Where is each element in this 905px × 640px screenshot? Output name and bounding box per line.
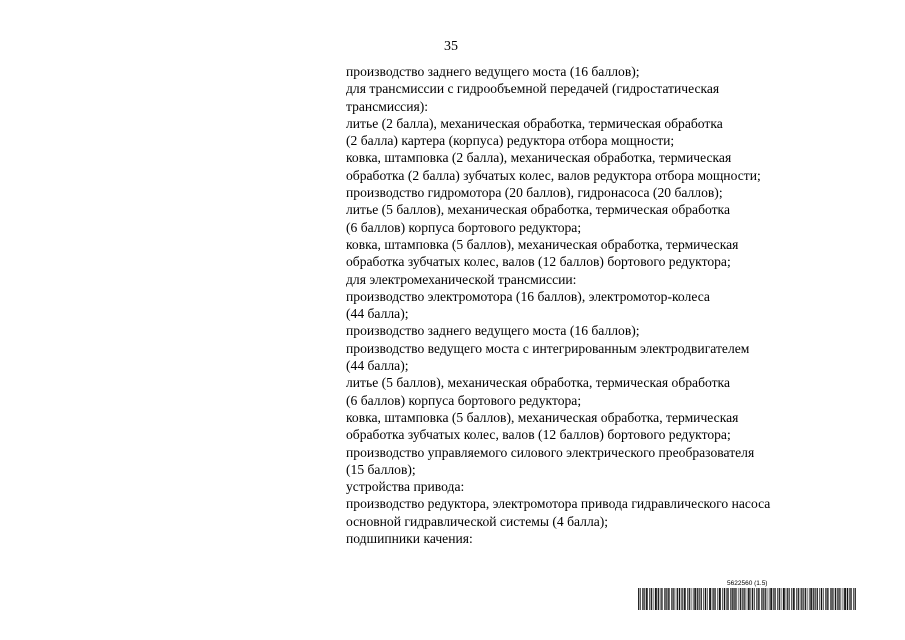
text-line: производство заднего ведущего моста (16 баллов);	[346, 64, 640, 79]
barcode-bar	[841, 588, 842, 610]
barcode-bar	[741, 588, 742, 610]
barcode-bar	[830, 588, 831, 610]
barcode-bar	[781, 588, 782, 610]
barcode-bar	[765, 588, 766, 610]
barcode-bar	[679, 588, 680, 610]
barcode-bar	[701, 588, 702, 610]
barcode	[638, 588, 856, 610]
text-line: ковка, штамповка (2 балла), механическая обработка, термическая	[346, 150, 732, 166]
barcode-bar	[805, 588, 806, 610]
barcode-bar	[769, 588, 770, 610]
barcode-bar	[720, 588, 721, 610]
barcode-bar	[749, 588, 750, 610]
barcode-bar	[794, 588, 795, 610]
barcode-bar	[835, 588, 836, 610]
barcode-bar	[825, 588, 826, 610]
barcode-bar	[736, 588, 737, 610]
barcode-bar	[703, 588, 704, 610]
barcode-bar	[838, 588, 839, 610]
barcode-bar	[740, 588, 741, 610]
barcode-bar	[722, 588, 723, 610]
barcode-bar	[844, 588, 845, 610]
barcode-bar	[773, 588, 774, 610]
barcode-bar	[646, 588, 647, 610]
text-line: обработка зубчатых колес, валов (12 баллов) бортового редуктора;	[346, 427, 731, 443]
text-line: устройства привода:	[346, 479, 465, 495]
barcode-bar	[822, 588, 823, 610]
barcode-bar	[758, 588, 759, 610]
barcode-bar	[665, 588, 666, 610]
barcode-bar	[656, 588, 657, 610]
barcode-bar	[793, 588, 794, 610]
barcode-bar	[720, 588, 721, 610]
barcode-bar	[693, 588, 694, 610]
barcode-bar	[668, 588, 669, 610]
barcode-bar	[772, 588, 773, 610]
barcode-bar	[803, 588, 804, 610]
barcode-bar	[689, 588, 690, 610]
barcode-bar	[715, 588, 716, 610]
barcode-bar	[695, 588, 696, 610]
barcode-bar	[771, 588, 772, 610]
barcode-bar	[656, 588, 657, 610]
barcode-bar	[649, 588, 650, 610]
barcode-bar	[743, 588, 744, 610]
barcode-bar	[724, 588, 725, 610]
barcode-bar	[850, 588, 851, 610]
barcode-bar	[684, 588, 685, 610]
text-line: (44 балла);	[346, 306, 409, 322]
barcode-bar	[809, 588, 810, 610]
barcode-bar	[728, 588, 729, 610]
barcode-bar	[810, 588, 811, 610]
barcode-bar	[753, 588, 754, 610]
barcode-bar	[767, 588, 768, 610]
barcode-bar	[815, 588, 816, 610]
barcode-bar	[796, 588, 797, 610]
barcode-bar	[812, 588, 813, 610]
barcode-bar	[761, 588, 762, 610]
barcode-bar	[848, 588, 849, 610]
barcode-bar	[744, 588, 745, 610]
text-line: литье (5 баллов), механическая обработка, термическая обработка	[346, 375, 730, 391]
text-line: для трансмиссии с гидрообъемной передачей (гидростатическая	[346, 81, 720, 97]
barcode-bar	[775, 588, 776, 610]
text-line: литье (2 балла), механическая обработка, термическая обработка	[346, 115, 723, 131]
barcode-bar	[805, 588, 806, 610]
barcode-bar	[793, 588, 794, 610]
barcode-bar	[658, 588, 659, 610]
text-line: производство заднего ведущего моста (16 баллов);	[346, 323, 640, 339]
barcode-bar	[823, 588, 824, 610]
barcode-bar	[763, 588, 764, 610]
barcode-bar	[651, 588, 652, 610]
barcode-bar	[828, 588, 829, 610]
barcode-bar	[784, 588, 785, 610]
barcode-bar	[691, 588, 692, 610]
text-line: трансмиссия):	[346, 98, 429, 114]
barcode-bar	[853, 588, 854, 610]
barcode-bar	[699, 588, 700, 610]
text-line: основной гидравлической системы (4 балла);	[346, 513, 609, 529]
barcode-bar	[696, 588, 697, 610]
barcode-bar	[787, 588, 788, 610]
barcode-bar	[845, 588, 846, 610]
barcode-bar	[847, 588, 848, 610]
barcode-bar	[833, 588, 834, 610]
barcode-bar	[839, 588, 840, 610]
barcode-bar	[706, 588, 707, 610]
barcode-bar	[735, 588, 736, 610]
barcode-bar	[774, 588, 775, 610]
barcode-bar	[814, 588, 815, 610]
barcode-bar	[739, 588, 740, 610]
barcode-bar	[742, 588, 743, 610]
text-line: ковка, штамповка (5 баллов), механическая обработка, термическая	[346, 236, 739, 252]
barcode-bar	[689, 588, 690, 610]
barcode-bar	[687, 588, 688, 610]
barcode-bar	[653, 588, 654, 610]
barcode-bar	[832, 588, 833, 610]
barcode-bar	[732, 588, 733, 610]
barcode-bar	[784, 588, 785, 610]
text-line: производство редуктора, электромотора привода гидравлического насоса	[346, 496, 771, 512]
barcode-bar	[765, 588, 766, 610]
barcode-bar	[712, 588, 713, 610]
barcode-bar	[754, 588, 755, 610]
barcode-bar	[837, 588, 838, 610]
barcode-bar	[831, 588, 832, 610]
barcode-bar	[666, 588, 667, 610]
barcode-bar	[710, 588, 711, 610]
text-line: литье (5 баллов), механическая обработка, термическая обработка	[346, 202, 730, 218]
text-line: подшипники качения:	[346, 531, 473, 547]
barcode-bar	[664, 588, 665, 610]
barcode-bar	[697, 588, 698, 610]
barcode-bar	[668, 588, 669, 610]
barcode-bar	[801, 588, 802, 610]
barcode-bar	[640, 588, 641, 610]
barcode-bar	[849, 588, 850, 610]
text-line: производство электромотора (16 баллов), электромотор-колеса	[346, 288, 710, 304]
barcode-bar	[788, 588, 789, 610]
barcode-bar	[821, 588, 822, 610]
barcode-bar	[698, 588, 699, 610]
barcode-bar	[748, 588, 749, 610]
text-line: (44 балла);	[346, 358, 409, 374]
barcode-bar	[770, 588, 771, 610]
barcode-bar	[655, 588, 656, 610]
barcode-bar	[746, 588, 747, 610]
barcode-bar	[671, 588, 672, 610]
barcode-bar	[811, 588, 812, 610]
barcode-bar	[789, 588, 790, 610]
barcode-bar	[752, 588, 753, 610]
barcode-bar	[817, 588, 818, 610]
barcode-bar	[646, 588, 647, 610]
barcode-bar	[710, 588, 711, 610]
text-line: обработка зубчатых колес, валов (12 баллов) бортового редуктора;	[346, 254, 731, 270]
barcode-bar	[717, 588, 718, 610]
barcode-bar	[644, 588, 645, 610]
barcode-bar	[713, 588, 714, 610]
barcode-bar	[642, 588, 643, 610]
barcode-bar	[836, 588, 837, 610]
barcode-bar	[675, 588, 676, 610]
barcode-bar	[677, 588, 678, 610]
barcode-bar	[719, 588, 720, 610]
barcode-bar	[783, 588, 784, 610]
barcode-bar	[677, 588, 678, 610]
barcode-bar	[826, 588, 827, 610]
barcode-bar	[727, 588, 728, 610]
text-line: производство ведущего моста с интегрированным электродвигателем	[346, 340, 750, 356]
barcode-bar	[734, 588, 735, 610]
text-line: (6 баллов) корпуса бортового редуктора;	[346, 219, 582, 235]
text-line: обработка (2 балла) зубчатых колес, валов редуктора отбора мощности;	[346, 167, 761, 183]
barcode-bar	[791, 588, 792, 610]
barcode-bar	[733, 588, 734, 610]
barcode-bar	[685, 588, 686, 610]
barcode-bar	[817, 588, 818, 610]
barcode-bar	[730, 588, 731, 610]
barcode-bar	[807, 588, 808, 610]
barcode-bar	[762, 588, 763, 610]
barcode-bar	[660, 588, 661, 610]
text-line: (6 баллов) корпуса бортового редуктора;	[346, 392, 582, 408]
barcode-bar	[802, 588, 803, 610]
barcode-bar	[726, 588, 727, 610]
barcode-bar	[672, 588, 673, 610]
body-text	[346, 63, 866, 547]
barcode-bar	[638, 588, 639, 610]
barcode-bar	[684, 588, 685, 610]
barcode-bar	[639, 588, 640, 610]
barcode-bar	[705, 588, 706, 610]
barcode-bar	[662, 588, 663, 610]
text-line: (15 баллов);	[346, 461, 416, 477]
barcode-bar	[701, 588, 702, 610]
barcode-bar	[758, 588, 759, 610]
document-code: 5622560 (1.5)	[727, 580, 768, 587]
barcode-bar	[779, 588, 780, 610]
page-number: 35	[444, 39, 458, 54]
barcode-bar	[679, 588, 680, 610]
barcode-bar	[751, 588, 752, 610]
barcode-bar	[681, 588, 682, 610]
barcode-bar	[798, 588, 799, 610]
barcode-bar	[777, 588, 778, 610]
barcode-bar	[843, 588, 844, 610]
text-line: производство гидромотора (20 баллов), гидронасоса (20 баллов);	[346, 185, 723, 201]
barcode-bar	[759, 588, 760, 610]
barcode-bar	[682, 588, 683, 610]
barcode-bar	[669, 588, 670, 610]
barcode-bar	[673, 588, 674, 610]
barcode-bar	[800, 588, 801, 610]
barcode-bar	[798, 588, 799, 610]
barcode-bar	[851, 588, 852, 610]
barcode-bar	[845, 588, 846, 610]
barcode-bar	[813, 588, 814, 610]
barcode-bar	[732, 588, 733, 610]
text-line: производство управляемого силового электрического преобразователя	[346, 444, 755, 460]
barcode-bar	[658, 588, 659, 610]
barcode-bar	[819, 588, 820, 610]
barcode-bar	[855, 588, 856, 610]
barcode-bar	[714, 588, 715, 610]
barcode-bar	[643, 588, 644, 610]
barcode-bar	[709, 588, 710, 610]
barcode-bar	[707, 588, 708, 610]
barcode-bar	[855, 588, 856, 610]
barcode-bar	[756, 588, 757, 610]
barcode-bar	[827, 588, 828, 610]
barcode-bar	[694, 588, 695, 610]
barcode-bar	[786, 588, 787, 610]
barcode-bar	[647, 588, 648, 610]
barcode-bar	[724, 588, 725, 610]
barcode-bar	[661, 588, 662, 610]
barcode-bar	[651, 588, 652, 610]
text-line: ковка, штамповка (5 баллов), механическая обработка, термическая	[346, 409, 739, 425]
barcode-bar	[779, 588, 780, 610]
barcode-bar	[748, 588, 749, 610]
text-line: для электромеханической трансмиссии:	[346, 271, 577, 287]
text-line: (2 балла) картера (корпуса) редуктора отбора мощности;	[346, 133, 675, 149]
